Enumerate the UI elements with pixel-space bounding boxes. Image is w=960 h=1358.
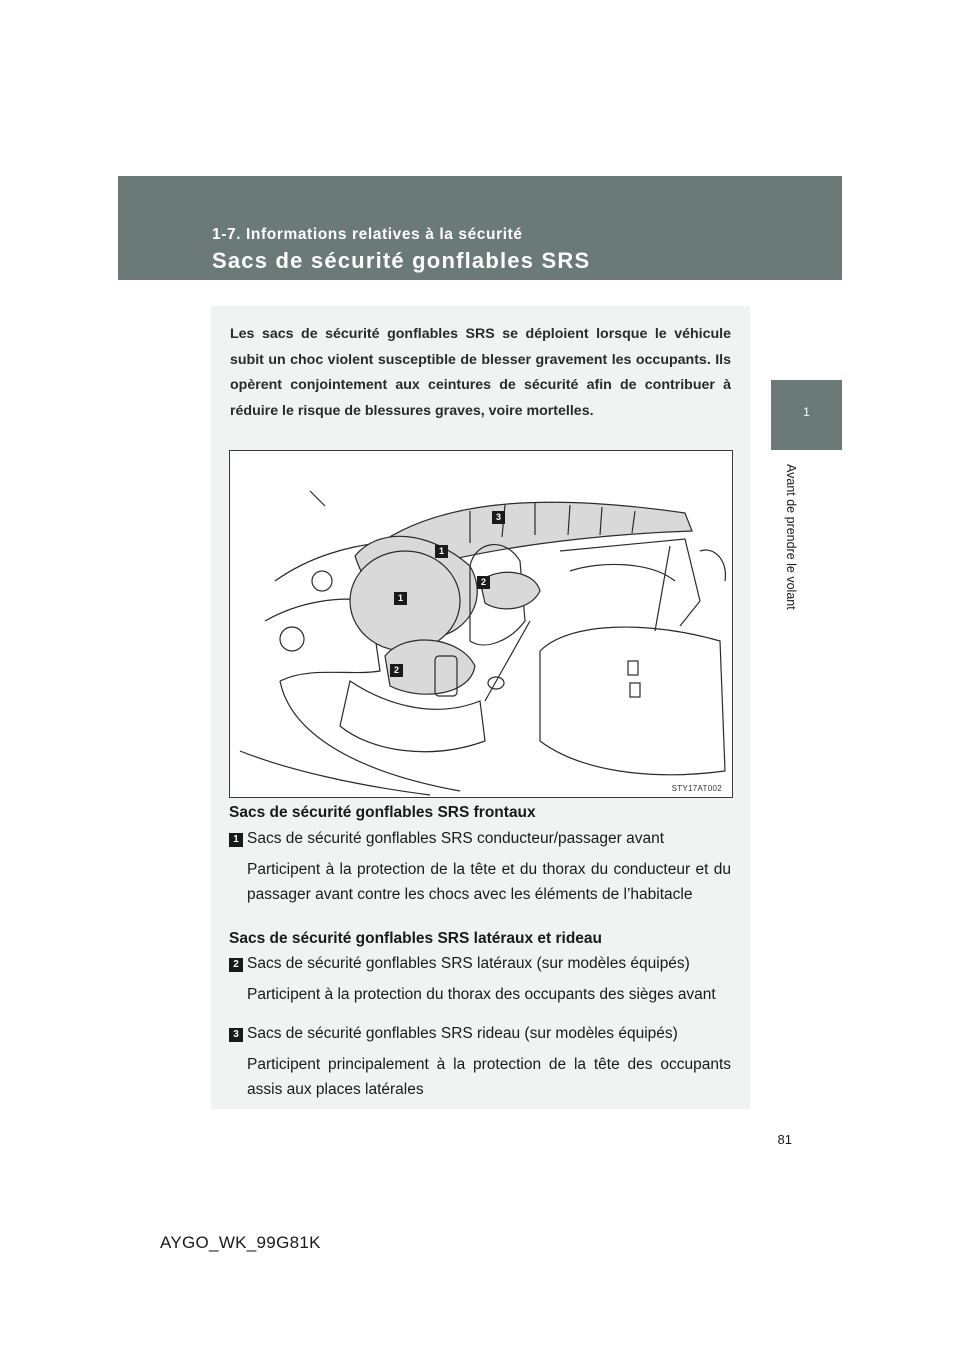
figure-label-1-lower: 1 xyxy=(394,592,407,605)
document-code: AYGO_WK_99G81K xyxy=(160,1233,321,1252)
badge-1: 1 xyxy=(229,833,243,847)
item-title: Sacs de sécurité gonflables SRS rideau (sur modèles équipés) xyxy=(247,1025,678,1042)
frontal-airbags-heading: Sacs de sécurité gonflables SRS frontaux xyxy=(229,804,536,821)
item-description: Participent à la protection du thorax des occupants des sièges avant xyxy=(247,986,716,1003)
figure-label-2-lower: 2 xyxy=(390,664,403,677)
item-description: Participent à la protection de la tête et du thorax du conducteur et du passager avant contre les chocs avec les éléments de l’habitacle xyxy=(247,861,731,903)
side-curtain-airbags-heading: Sacs de sécurité gonflables SRS latéraux et rideau xyxy=(229,930,603,947)
airbag-illustration xyxy=(229,450,733,798)
chapter-number: 1 xyxy=(803,405,810,419)
figure-label-3: 3 xyxy=(492,511,505,524)
content-box xyxy=(211,306,750,1109)
intro-paragraph: Les sacs de sécurité gonflables SRS se déploient lorsque le véhicule subit un choc violent susceptible de blesser gravement les occupants. Ils opèrent conjointement aux ceintures de sécurité afin de contribuer à réduire le risque de blessures graves, voire mortelles. xyxy=(230,326,731,419)
item-title: Sacs de sécurité gonflables SRS latéraux (sur modèles équipés) xyxy=(247,955,690,972)
figure-code: STY17AT002 xyxy=(671,784,722,793)
badge-2: 2 xyxy=(229,958,243,972)
badge-3: 3 xyxy=(229,1028,243,1042)
car-interior-drawing xyxy=(230,451,732,797)
page-title: Sacs de sécurité gonflables SRS xyxy=(212,248,591,273)
chapter-tab[interactable] xyxy=(771,380,842,450)
chapter-label: Avant de prendre le volant xyxy=(784,464,798,610)
figure-label-2-upper: 2 xyxy=(477,576,490,589)
header-band xyxy=(118,176,842,280)
figure-label-1-upper: 1 xyxy=(435,545,448,558)
item-description: Participent principalement à la protection de la tête des occupants assis aux places latérales xyxy=(247,1056,731,1098)
section-number: 1-7. Informations relatives à la sécurité xyxy=(212,226,523,243)
page-number: 81 xyxy=(777,1132,792,1147)
item-title: Sacs de sécurité gonflables SRS conducteur/passager avant xyxy=(247,830,665,847)
